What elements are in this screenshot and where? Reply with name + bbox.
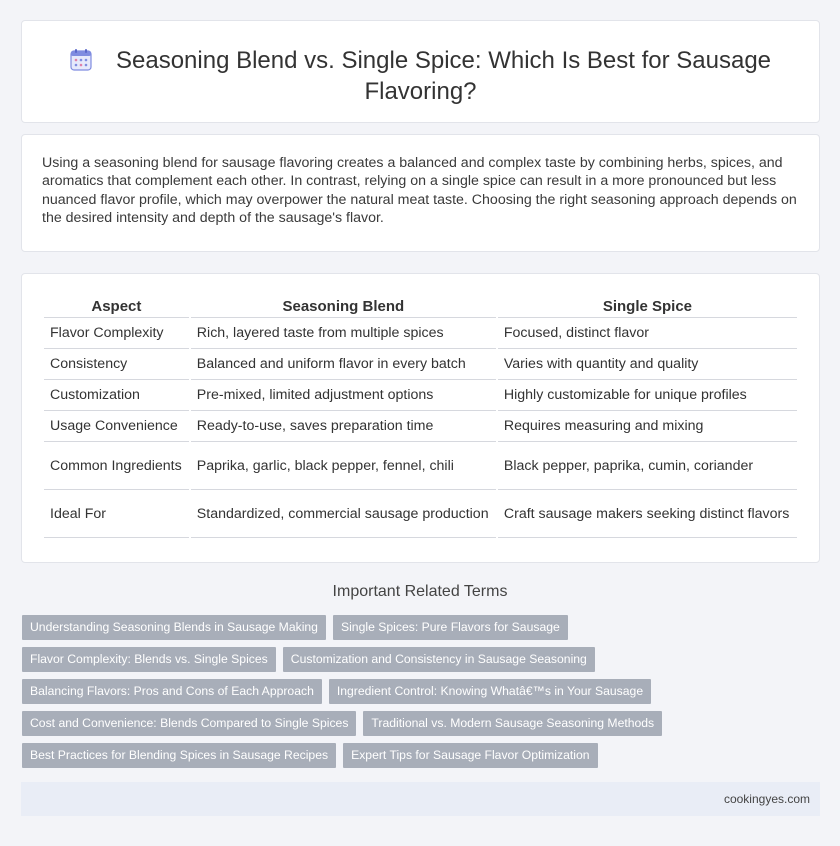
related-tag[interactable]: Understanding Seasoning Blends in Sausage Making (22, 615, 326, 640)
table-row (44, 442, 797, 490)
comparison-table (42, 293, 799, 538)
table-cell: Ideal For (44, 490, 189, 538)
table-cell: Standardized, commercial sausage production (191, 490, 496, 538)
table-cell: Flavor Complexity (44, 318, 189, 349)
page-title-wrap (62, 45, 779, 107)
table-cell: Consistency (44, 349, 189, 380)
header-aspect: Aspect (44, 293, 189, 318)
page-title: Seasoning Blend vs. Single Spice: Which Is Best for Sausage Flavoring? (115, 47, 772, 105)
related-tag[interactable]: Best Practices for Blending Spices in Sausage Recipes (22, 743, 336, 768)
related-tag[interactable]: Ingredient Control: Knowing Whatâ€™s in Your Sausage (329, 679, 651, 704)
related-tag[interactable]: Single Spices: Pure Flavors for Sausage (333, 615, 568, 640)
table-row (44, 318, 797, 349)
table-cell: Usage Convenience (44, 411, 189, 442)
header-single-spice: Single Spice (498, 293, 797, 318)
table-cell: Balanced and uniform flavor in every batch (191, 349, 496, 380)
footer (21, 782, 820, 816)
related-tag[interactable]: Customization and Consistency in Sausage Seasoning (283, 647, 595, 672)
table-cell: Ready-to-use, saves preparation time (191, 411, 496, 442)
table-cell: Black pepper, paprika, cumin, coriander (498, 442, 797, 490)
header-seasoning-blend: Seasoning Blend (191, 293, 496, 318)
related-tag[interactable]: Expert Tips for Sausage Flavor Optimization (343, 743, 597, 768)
intro-card (21, 134, 820, 252)
related-tag[interactable]: Traditional vs. Modern Sausage Seasoning Methods (363, 711, 662, 736)
table-row (44, 411, 797, 442)
table-cell: Highly customizable for unique profiles (498, 380, 797, 411)
table-cell: Pre-mixed, limited adjustment options (191, 380, 496, 411)
related-tag[interactable]: Cost and Convenience: Blends Compared to Single Spices (22, 711, 356, 736)
table-cell: Paprika, garlic, black pepper, fennel, chili (191, 442, 496, 490)
comparison-card (21, 273, 820, 563)
intro-paragraph: Using a seasoning blend for sausage flavoring creates a balanced and complex taste by combining herbs, spices, and aromatics that complement each other. In contrast, relying on a single spice can result in a more pronounced but less nuanced flavor profile, which may overpower the natural meat taste. Choosing the right seasoning approach depends on the desired intensity and depth of the sausage's flavor. (42, 155, 797, 226)
table-row (44, 490, 797, 538)
footer-site-link[interactable]: cookingyes.com (723, 792, 810, 806)
table-cell: Craft sausage makers seeking distinct flavors (498, 490, 797, 538)
related-tag[interactable]: Flavor Complexity: Blends vs. Single Spices (22, 647, 276, 672)
table-row (44, 380, 797, 411)
table-cell: Requires measuring and mixing (498, 411, 797, 442)
table-header-row (44, 293, 797, 318)
related-terms-title: Important Related Terms (332, 583, 508, 600)
table-row (44, 349, 797, 380)
related-tag[interactable]: Balancing Flavors: Pros and Cons of Each Approach (22, 679, 322, 704)
related-tags (22, 615, 822, 775)
table-cell: Focused, distinct flavor (498, 318, 797, 349)
table-cell: Customization (44, 380, 189, 411)
table-cell: Rich, layered taste from multiple spices (191, 318, 496, 349)
title-card (21, 20, 820, 123)
table-cell: Varies with quantity and quality (498, 349, 797, 380)
table-cell: Common Ingredients (44, 442, 189, 490)
calendar-icon (70, 48, 92, 70)
